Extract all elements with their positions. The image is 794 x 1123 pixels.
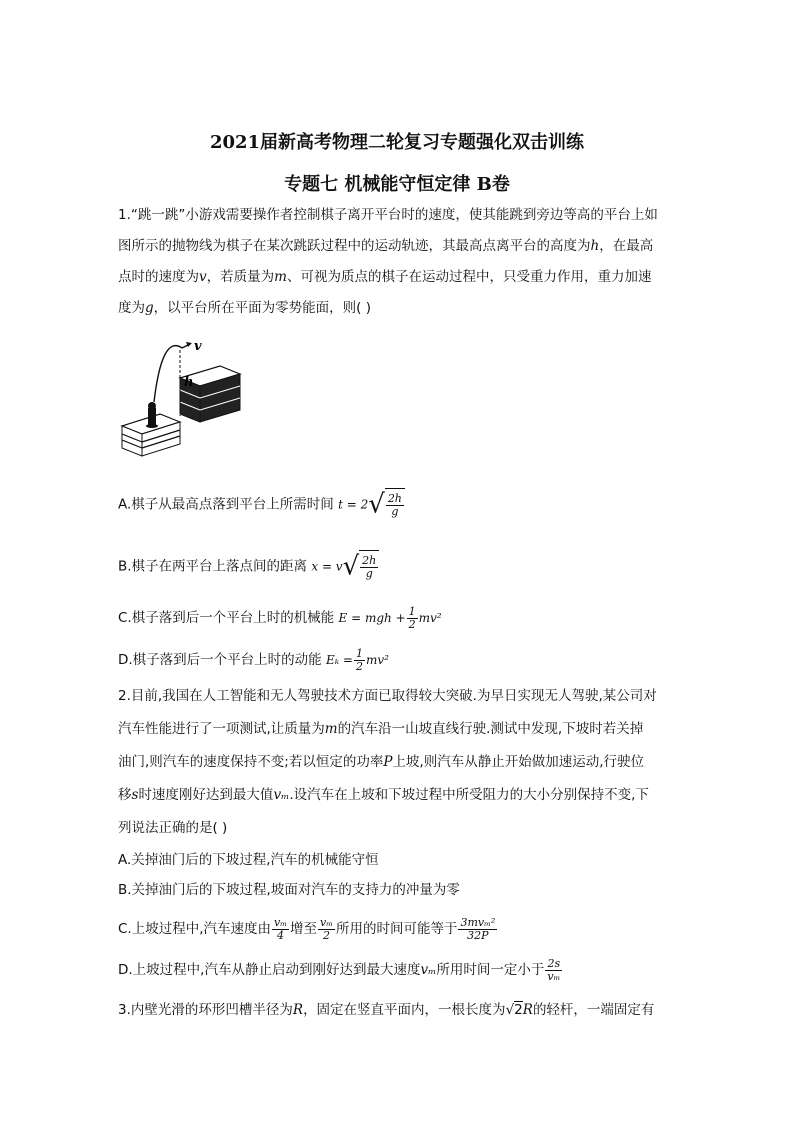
q1-line-2: 图所示的抛物线为棋子在某次跳跃过程中的运动轨迹，其最高点离平台的高度为h，在最高 <box>118 238 654 254</box>
q2-line-1: 2.目前,我国在人工智能和无人驾驶技术方面已取得较大突破.为早日实现无人驾驶,某公司对 <box>118 688 657 704</box>
q2-line-4: 移s时速度刚好达到最大值vₘ.设汽车在上坡和下坡过程中所受阻力的大小分别保持不变,下 <box>118 787 649 803</box>
q3-line-1: 3.内壁光滑的环形凹槽半径为R，固定在竖直平面内，一根长度为√2R的轻杆，一端固定有 <box>118 1002 655 1018</box>
q1-line-1: 1.“跳一跳”小游戏需要操作者控制棋子离开平台时的速度，使其能跳到旁边等高的平台上如 <box>118 207 658 223</box>
q2-line-2: 汽车性能进行了一项测试,让质量为m的汽车沿一山坡直线行驶.测试中发现,下坡时若关掉 <box>118 721 644 737</box>
document-subtitle: 专题七 机械能守恒定律 B卷 <box>284 174 510 195</box>
figure-label-h: h <box>184 375 194 390</box>
sqrt-symbol: √ $\frac{2h}{g}$ <box>368 488 405 521</box>
q1-option-d: D.棋子落到后一个平台上时的动能 Eₖ = $\frac{1}{2}$ mv² <box>118 646 389 673</box>
q1-option-c: C.棋子落到后一个平台上时的机械能 E = mgh + $\frac{1}{2}$ mv² <box>118 604 442 631</box>
q1-option-a: A.棋子从最高点落到平台上所需时间 t = 2√ $\frac{2h}{g}$ <box>118 488 688 521</box>
q2-option-d: D.上坡过程中,汽车从静止启动到刚好达到最大速度vₘ所用时间一定小于 $\frac{2s}{\text{vₘ}}$ <box>118 956 561 983</box>
q1-option-b: B.棋子在两平台上落点间的距离 x = v√ $\frac{2h}{g}$ <box>118 550 688 583</box>
sqrt-symbol: √ $\frac{2h}{g}$ <box>343 550 380 583</box>
trajectory-curve <box>154 346 182 402</box>
q2-option-c: C.上坡过程中,汽车速度由 $\frac{\text{vₘ}}{4}$ 增至 $\frac{\text{vₘ}}{2}$ 所用的时间可能等于 $\frac{\text{3mvₘ²}}{32P}$ <box>118 915 496 942</box>
q2-option-b: B.关掉油门后的下坡过程,坡面对汽车的支持力的冲量为零 <box>118 882 460 898</box>
figure-label-v: v <box>194 339 202 354</box>
q1-line-4: 度为g，以平台所在平面为零势能面，则( ) <box>118 300 371 316</box>
jump-game-figure <box>118 330 248 460</box>
q2-line-5: 列说法正确的是( ) <box>118 820 228 836</box>
q1-line-3: 点时的速度为v，若质量为m、可视为质点的棋子在运动过程中，只受重力作用，重力加速 <box>118 269 652 285</box>
sqrt-symbol: √ <box>505 1002 515 1018</box>
q2-line-3: 油门,则汽车的速度保持不变;若以恒定的功率P上坡,则汽车从静止开始做加速运动,行驶位 <box>118 754 645 770</box>
q2-option-a: A.关掉油门后的下坡过程,汽车的机械能守恒 <box>118 852 379 868</box>
document-title: 2021届新高考物理二轮复习专题强化双击训练 <box>209 132 585 153</box>
